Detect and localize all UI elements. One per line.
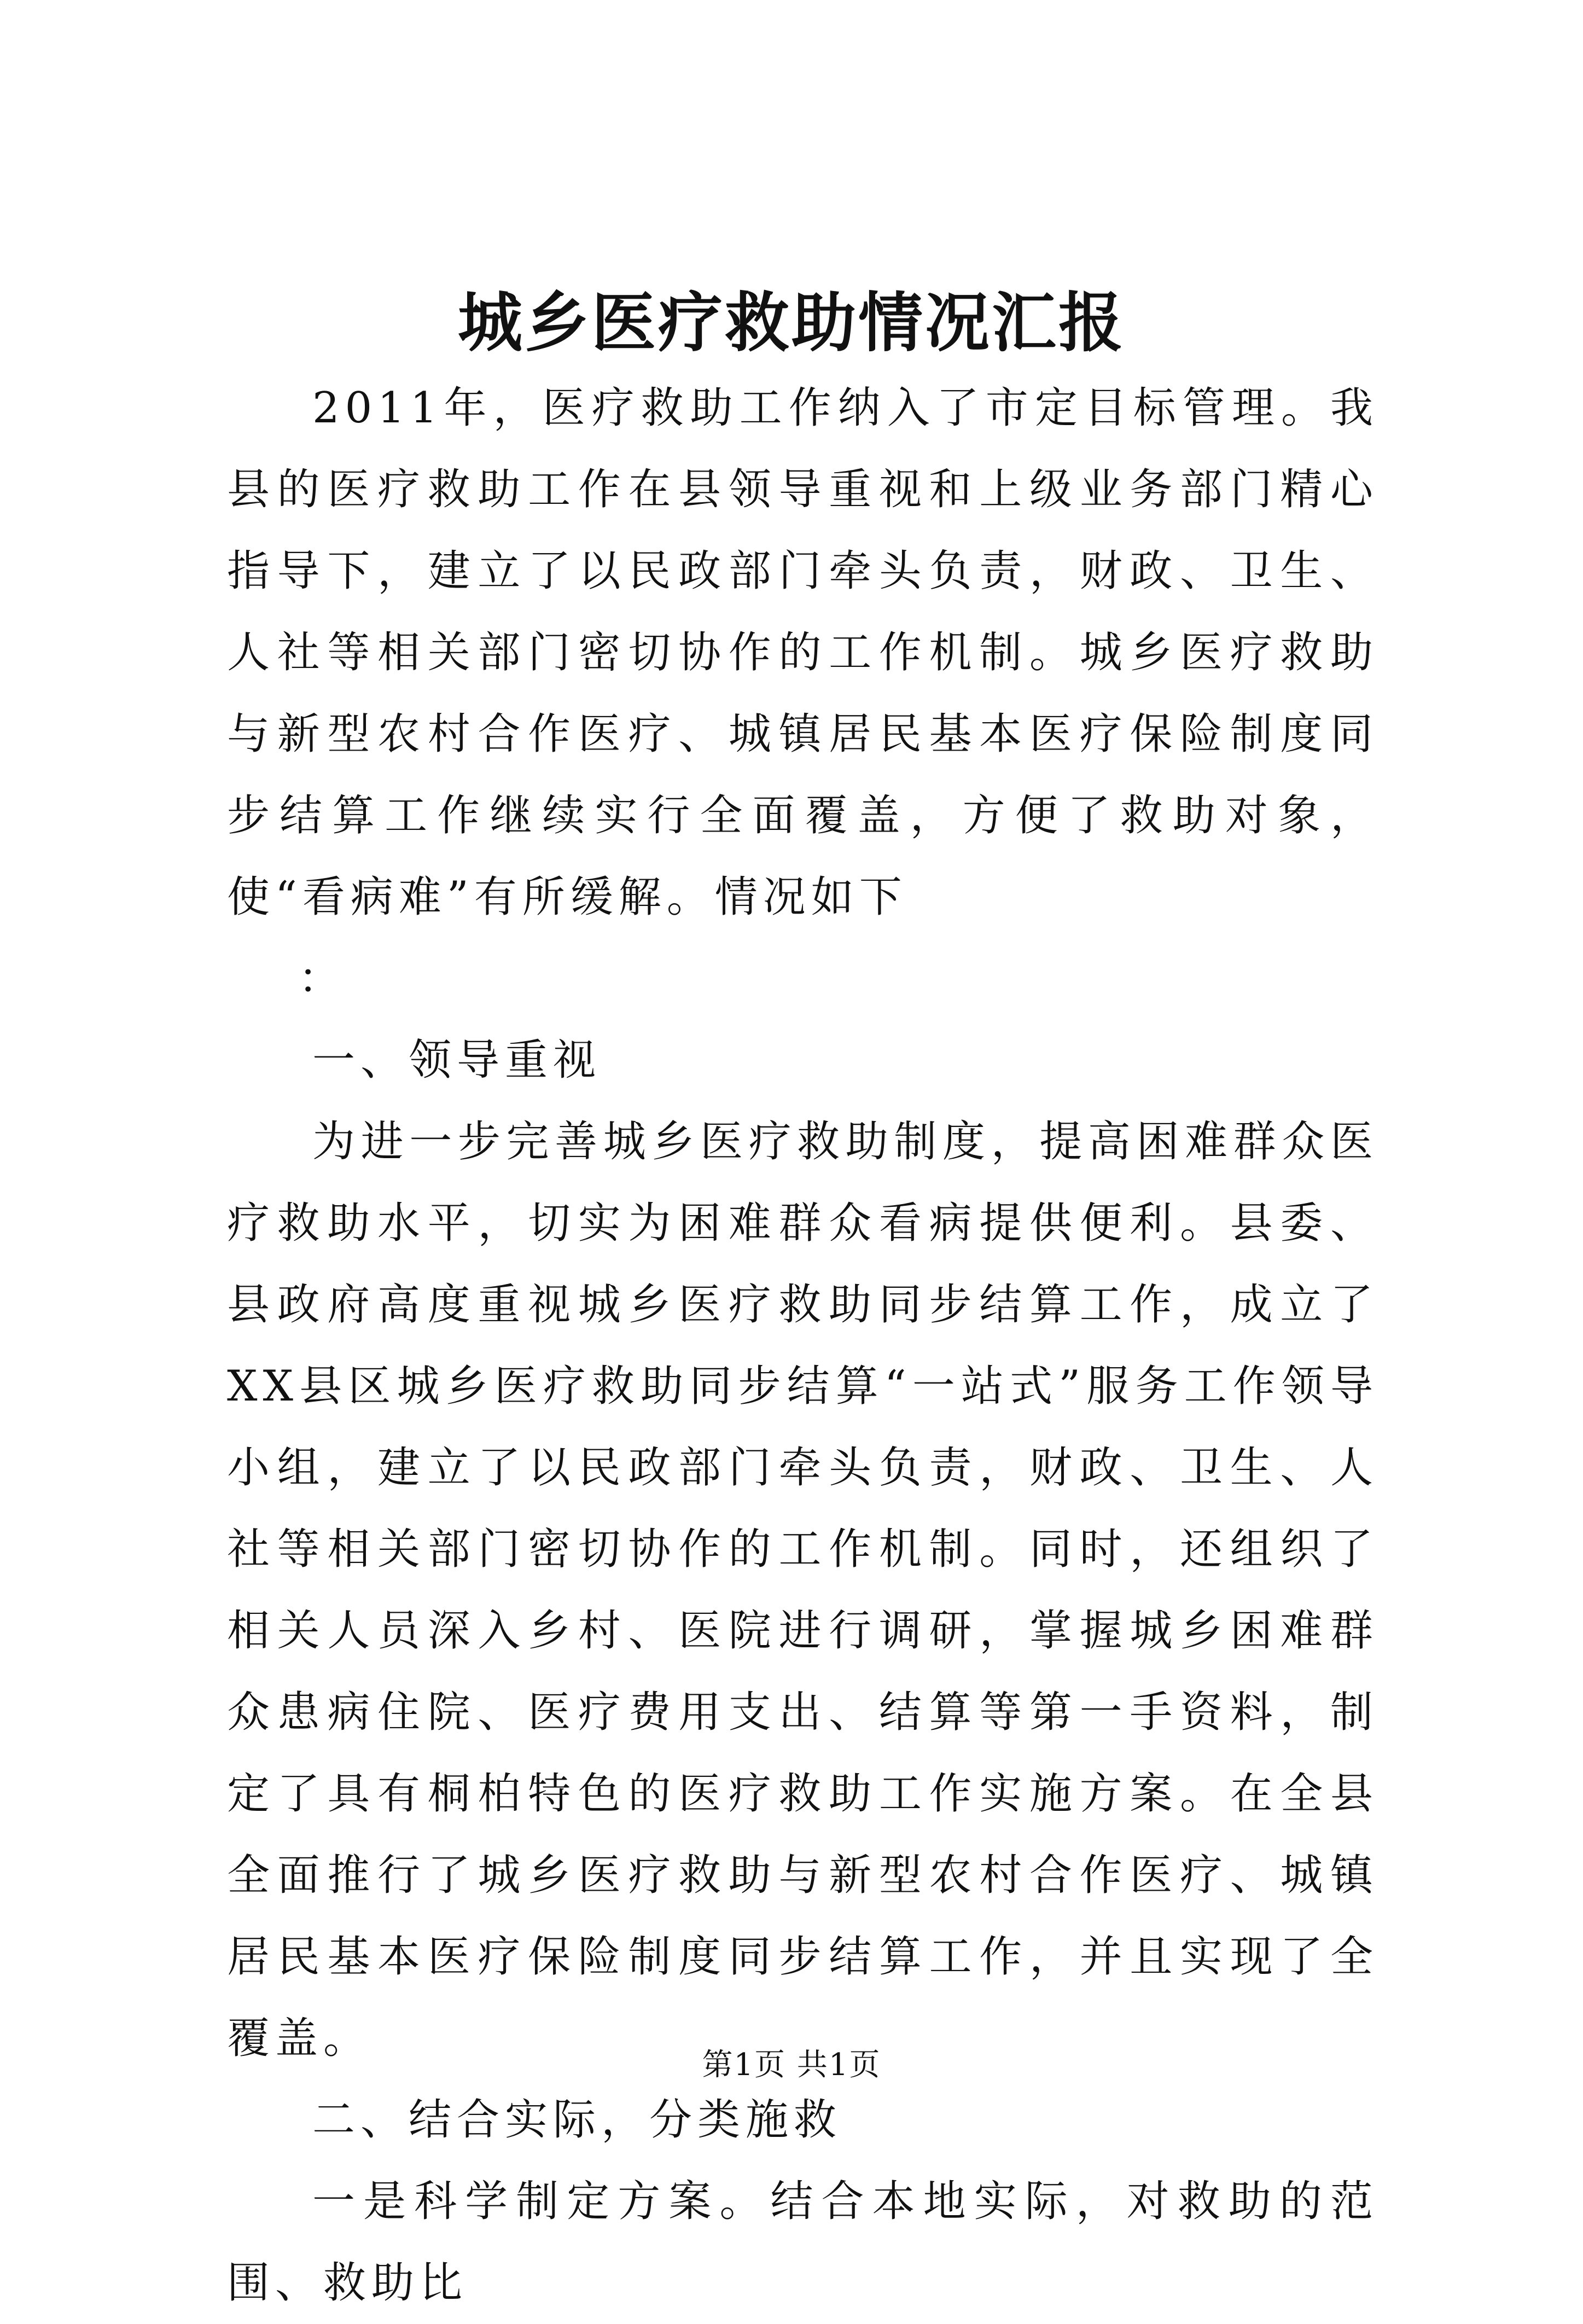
paragraph-colon: ：: [298, 954, 347, 1003]
document-body: [227, 368, 1378, 2324]
document-title: 城乡医疗救助情况汇报: [457, 284, 1125, 361]
page-footer: 第1页 共1页: [702, 2047, 881, 2083]
section-heading-classified-aid: 二、结合实际，分类施救: [312, 2095, 842, 2145]
paragraph-intro: 2011年，医疗救助工作纳入了市定目标管理。我县的医疗救助工作在县领导重视和上级业务部门精心指导下，建立了以民政部门牵头负责，财政、卫生、人社等相关部门密切协作的工作机制。城乡医疗救助与新型农村合作医疗、城镇居民基本医疗保险制度同步结算工作继续实行全面覆盖，方便了救助对象，使“看病难”有所缓解。情况如下: [227, 384, 1378, 922]
paragraph-leadership: 为进一步完善城乡医疗救助制度，提高困难群众医疗救助水平，切实为困难群众看病提供便利。县委、县政府高度重视城乡医疗救助同步结算工作，成立了XX县区城乡医疗救助同步结算“一站式”服务工作领导小组，建立了以民政部门牵头负责，财政、卫生、人社等相关部门密切协作的工作机制。同时，还组织了相关人员深入乡村、医院进行调研，掌握城乡困难群众患病住院、医疗费用支出、结算等第一手资料，制定了具有桐柏特色的医疗救助工作实施方案。在全县全面推行了城乡医疗救助与新型农村合作医疗、城镇居民基本医疗保险制度同步结算工作，并且实现了全覆盖。: [227, 1117, 1378, 2063]
section-heading-leadership: 一、领导重视: [312, 1036, 602, 1085]
paragraph-plan: 一是科学制定方案。结合本地实际，对救助的范围、救助比: [227, 2177, 1378, 2308]
